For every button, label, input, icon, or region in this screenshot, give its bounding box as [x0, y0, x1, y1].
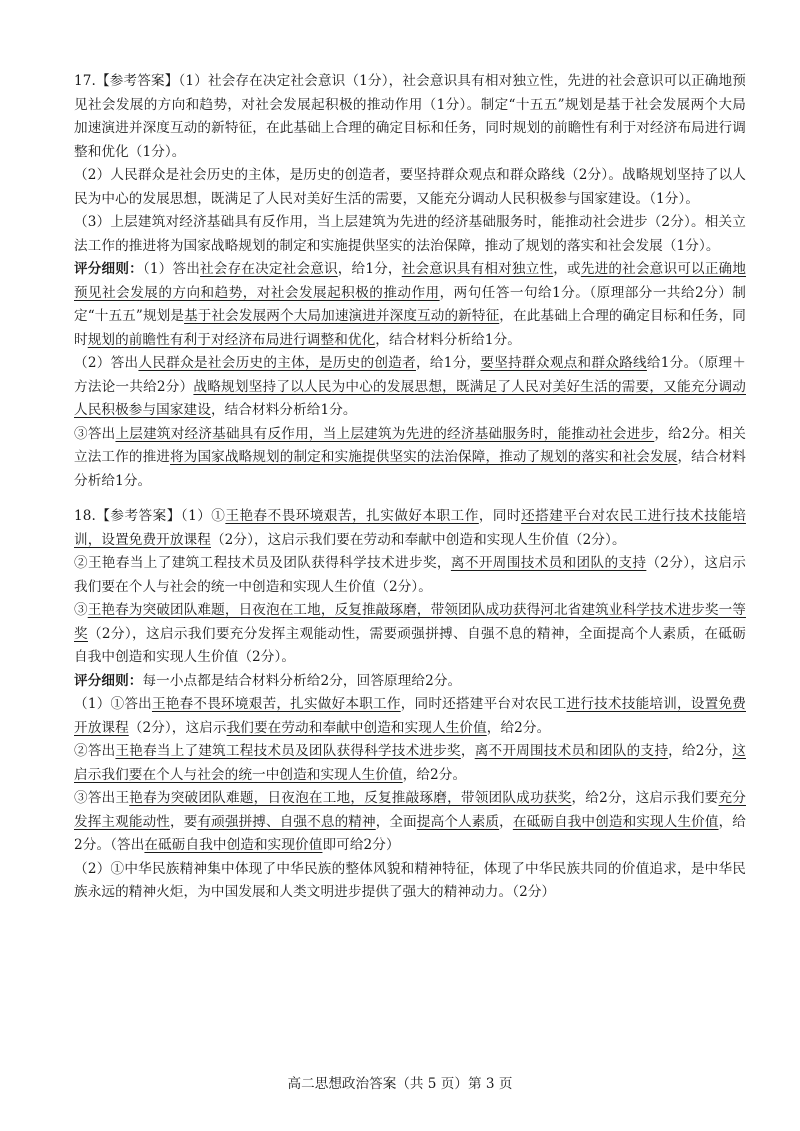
paragraph — [74, 352, 746, 423]
text-run: ，或 — [553, 261, 581, 277]
text-run: 每一小点都是结合材料分析给2分，回答原理给2分。 — [142, 672, 462, 689]
underlined-text: 将为国家战略规划的制定和实施提供坚实的法治保障，推动了规划的落实和社会发展 — [170, 449, 678, 465]
underlined-text: 有顽强拼搏、自强不息的精神 — [197, 813, 376, 830]
question-17-answer — [74, 70, 746, 258]
underlined-text: 离不开周围技术员和团队的支持 — [474, 743, 669, 759]
text-run: ，给2分， — [668, 743, 733, 759]
text-run: ，给2分。 — [402, 766, 467, 783]
text-run: ，在此基础上合理的确定目标和任务，同时 — [74, 308, 746, 348]
text-run: ，给2分。（答出 — [74, 813, 746, 853]
text-run: （2分），这启示我们要在劳动和奉献中创造和实现人生价值（2分）。 — [210, 531, 626, 548]
section-gap — [74, 493, 746, 505]
paragraph — [74, 670, 746, 694]
text-run: 给1分。（原理＋方法论一共给2分） — [74, 355, 746, 395]
underlined-text: 王艳春不畏环境艰苦，扎实做好本职工作 — [225, 508, 479, 524]
text-run: ， — [460, 743, 475, 759]
underlined-text: 这启示我们要在个人与社会的统一中创造和实现人生价值 — [74, 743, 746, 783]
answer-page — [74, 70, 746, 905]
text-run: ，全面 — [375, 813, 417, 830]
text-run: ，给2分。相关立法工作的推进 — [74, 425, 746, 465]
underlined-text: 艳春为突破团队难题，日夜泡在工地，反复推敲琢磨，带领团队成功获奖 — [129, 790, 572, 806]
text-run: （1）①答出 — [74, 696, 152, 712]
text-run: ，给2分，这启示我们要 — [571, 790, 719, 806]
text-run: （2）人民群众是社会历史的主体，是历史的创造者，要坚持群众观点和群众路线（2分）。战略规划坚持了以人民为中心的发展思想，既满足了人民对美好生活的需要，又能充分调动人民积极参与国家建设。（1分）。 — [74, 167, 746, 207]
text-run: ，给1分， — [337, 261, 402, 277]
underlined-text: 王艳春为突破团队难题，日夜泡在工地，反复推敲琢磨，带领团队成功获得河北省建筑业科学技术进步奖一等奖 — [74, 602, 746, 642]
text-run: ，要 — [170, 813, 198, 830]
paragraph — [74, 70, 746, 164]
text-run: ③答出王 — [74, 790, 130, 806]
page-footer: 高二思想政治答案（共 5 页）第 3 页 — [287, 1076, 513, 1092]
underlined-text: 上层建筑对经济基础具有反作用，当上层建筑为先进的经济基础服务时，能推动社会进步 — [115, 425, 655, 442]
text-run: ②答出 — [74, 743, 116, 759]
text-run: （2）答出 — [74, 355, 139, 371]
paragraph — [74, 858, 746, 905]
text-run: ，同时还搭建平台对农民工 — [400, 696, 567, 712]
text-run: ，结合材料分析给1分。 — [210, 402, 357, 418]
text-run: ，给1分， — [415, 355, 481, 371]
text-run: （2分），这启示我们要充分发挥主观能动性，需要顽强拼搏、自强不息的精神，全面提高个人素质，在砥砺自我中创造和实现人生价值（2分）。 — [74, 625, 746, 665]
underlined-text: 在砥砺自我中创造和实现价值 — [144, 837, 323, 853]
underlined-text: 战略规划坚持了以人民为中心的发展思想，既满足了人民对美好生活的需要，又能充分调动人民积极参与国家建设 — [74, 378, 746, 418]
text-run: （1）答出 — [142, 261, 201, 277]
bold-label: 评分细则： — [74, 672, 143, 689]
text-run: （2）①中华民族精神集中体现了中华民族的整体风貌和精神特征，体现了中华民族共同的价值追求，是中华民族永远的精神火炬，为中国发展和人类文明进步提供了强大的精神动力。（2分） — [74, 860, 746, 900]
underlined-text: 社会意识具有相对独立性 — [401, 261, 554, 277]
text-run: ②王艳春当上了建筑工程技术员及团队获得科学技术进步奖， — [74, 555, 451, 571]
text-run: 18.【参考答案】（1）① — [74, 508, 226, 524]
text-run: （2分），这启示我们要在个人与社会的统一中创造和实现人生价值（2分）。 — [74, 555, 747, 595]
bold-label: 评分细则： — [74, 261, 143, 277]
underlined-text: 还搭建平台对农民工进行技术技能培训，设置免费开放课程 — [74, 508, 746, 548]
paragraph — [74, 258, 746, 352]
text-run: ，两句任答一句给1分。（原理部分一共给2分）制定“十五五”规划是 — [74, 284, 746, 324]
underlined-text: 离不开周围技术员和团队的支持 — [450, 555, 647, 571]
paragraph — [74, 740, 746, 787]
paragraph — [74, 423, 746, 494]
question-18-scoring — [74, 670, 746, 905]
underlined-text: 先进的社会意识可以正确地预见社会发展的方向和趋势，对社会发展起积极的推动作用 — [74, 261, 747, 301]
text-run: ③答出 — [74, 425, 116, 442]
paragraph — [74, 693, 746, 740]
text-run: ，结合材料分析给1分。 — [375, 331, 521, 348]
question-18-answer — [74, 505, 746, 670]
underlined-text: 人民群众是社会历史的主体，是历史的创造者 — [138, 355, 416, 371]
underlined-text: 我们要在劳动和奉献中创造和实现人生价值 — [226, 719, 487, 736]
text-run: ③ — [74, 602, 88, 618]
underlined-text: 充分发挥主观能动性 — [74, 790, 746, 830]
underlined-text: 规划的前瞻性有利于对经济布局进行调整和优化 — [87, 331, 376, 348]
underlined-text: 进行技术技能培训，设置免费开放课程 — [74, 696, 746, 736]
text-run: 17.【参考答案】（1）社会存在决定社会意识（1分），社会意识具有相对独立性，先进的社会意识可以正确地预见社会发展的方向和趋势，对社会发展起积极的推动作用（1分）。制定“十五五”规划是基于社会发展两个大局加速演进并深度互动的新特征，在此基础上合理的确定目标和任务，同时规划的前瞻性有利于对经济布局进行调整和优化（1分）。 — [74, 73, 746, 160]
text-run: ，同时 — [478, 508, 522, 524]
paragraph — [74, 164, 746, 211]
underlined-text: 社会存在决定社会意识 — [200, 261, 338, 277]
underlined-text: 在砥砺自我中创造和实现人生价值 — [512, 813, 719, 830]
paragraph — [74, 211, 746, 258]
paragraph — [74, 599, 746, 670]
underlined-text: 王艳春不畏环境艰苦，扎实做好本职工作 — [151, 696, 401, 712]
text-run: （3）上层建筑对经济基础具有反作用，当上层建筑为先进的经济基础服务时，能推动社会进步（2分）。相关立法工作的推进将为国家战略规划的制定和实施提供坚实的法治保障，推动了规划的落实和社会发展（1分）。 — [74, 214, 746, 254]
underlined-text: 王艳春当上了建筑工程技术员及团队获得科学技术进步奖 — [115, 743, 461, 759]
text-run: ， — [499, 813, 513, 830]
text-run: 即可给2分） — [322, 837, 400, 853]
paragraph — [74, 552, 746, 599]
text-run: ，结合材料分析给1分。 — [74, 449, 747, 489]
underlined-text: 要坚持群众观点和群众路线 — [480, 355, 647, 371]
text-run: （2分），这启示 — [128, 719, 227, 736]
underlined-text: 提高个人素质 — [416, 813, 500, 830]
question-17-scoring — [74, 258, 746, 493]
paragraph — [74, 787, 746, 858]
text-run: ，给2分。 — [486, 719, 551, 736]
underlined-text: 基于社会发展两个大局加速演进并深度互动的新特征 — [184, 308, 500, 324]
paragraph — [74, 505, 746, 552]
